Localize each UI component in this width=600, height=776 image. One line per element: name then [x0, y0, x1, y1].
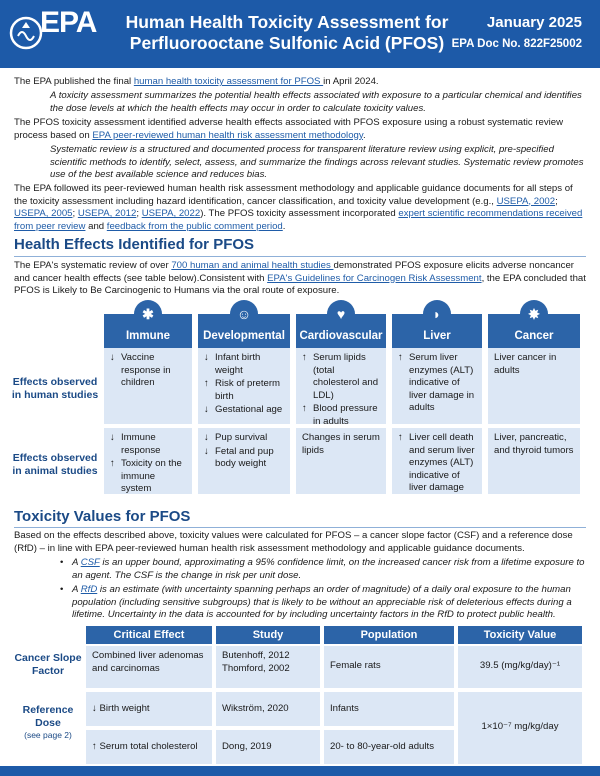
row-label-csf: Cancer Slope Factor — [14, 652, 82, 677]
effects-text: The EPA's systematic review of over — [14, 260, 172, 271]
studies-link[interactable]: 700 human and animal health studies — [171, 260, 334, 271]
effect-item — [398, 432, 476, 495]
effect-item — [302, 352, 380, 402]
intro-paragraph-2 — [14, 117, 586, 142]
health-effects-heading: Health Effects Identified for PFOS — [14, 236, 255, 253]
column-liver — [392, 306, 482, 350]
publication-date: January 2025 — [486, 14, 582, 31]
effect-text: Birth weight — [99, 703, 150, 714]
column-label: Liver — [423, 330, 451, 342]
effect-text: Pup survival — [215, 432, 268, 443]
toxicity-intro: Based on the effects described above, toxicity values were calculated for PFOS – a cancer slope factor (CSF) and a reference dose (RfD) – in line with EPA peer-reviewed human health risk assessment methodology and applicable guidance documents. — [14, 530, 573, 554]
effect-text: Infant birth weight — [215, 352, 261, 376]
immune-icon: ✱ — [134, 300, 162, 328]
methodology-link[interactable]: EPA peer-reviewed human health risk assessment methodology — [92, 129, 363, 141]
effect-text: Serum liver enzymes (ALT) indicative of liver damage in adults — [409, 352, 475, 413]
rfd-population-2: 20- to 80-year-old adults — [324, 730, 454, 764]
intro-text: The PFOS toxicity assessment identified adverse health effects associated with PFOS exposure using a robust systematic review process based on — [14, 117, 564, 141]
column-label: Immune — [125, 330, 171, 342]
header-study: Study — [216, 626, 320, 644]
systematic-review-definition: Systematic review is a structured and documented process for transparent literature review using explicit, pre-specified scientific methods to identify, select, assess, and summarize the findings across relevant studies. Systematic review promotes use of the best available science and reduces bias. — [50, 144, 584, 180]
heart-icon: ♥ — [327, 300, 355, 328]
cell-animal-cardiovascular — [296, 428, 386, 494]
effect-item — [110, 458, 186, 496]
header-toxicity-value: Toxicity Value — [458, 626, 582, 644]
csf-value: 39.5 (mg/kg/day)⁻¹ — [458, 646, 582, 688]
effect-item — [204, 378, 284, 403]
effect-item — [110, 432, 186, 457]
csf-link[interactable]: CSF — [80, 557, 100, 568]
effect-item — [110, 352, 186, 390]
definition-text: is an estimate (with uncertainty spanning perhaps an order of magnitude) of a daily oral exposure to the human population (including sensitive subgroups) that is likely to be without an appreciable risk of deleterious effects during a lifetime. Uncertainty in the data is accounted for by including uncertainty factors in the RfD to protect public health. — [72, 584, 572, 620]
bullet-icon: • — [60, 557, 64, 568]
cell-animal-developmental — [198, 428, 290, 494]
effect-text: Immune response — [121, 432, 161, 456]
direction-arrow-icon: ↑ — [302, 403, 307, 414]
intro-text: ). The PFOS toxicity assessment incorporated — [200, 208, 399, 219]
direction-arrow-icon: ↓ — [204, 352, 209, 363]
usepa-2022-link[interactable]: USEPA, 2022 — [141, 208, 201, 219]
direction-arrow-icon: ↑ — [398, 432, 403, 443]
cell-human-immune — [104, 348, 192, 424]
effect-item — [204, 432, 284, 445]
effect-item — [302, 403, 380, 428]
csf-study — [216, 646, 320, 688]
intro-text: The EPA published the final — [14, 76, 134, 87]
cancer-icon: ✸ — [520, 300, 548, 328]
direction-arrow-icon: ↑ — [398, 352, 403, 363]
column-cardiovascular — [296, 306, 386, 350]
toxicity-assessment-link[interactable]: human health toxicity assessment for PFOS — [133, 76, 324, 87]
heading-divider — [14, 527, 586, 528]
developmental-icon: ☺ — [230, 300, 258, 328]
direction-arrow-icon: ↑ — [302, 352, 307, 363]
rfd-population-1: Infants — [324, 692, 454, 726]
column-label: Cancer — [514, 330, 554, 342]
toxicity-assessment-definition: A toxicity assessment summarizes the potential health effects associated with exposure to a particular chemical and identifies the dose levels at which the health effects may occur in order to calculate toxicity values. — [50, 90, 582, 114]
liver-icon: ◗ — [423, 300, 451, 328]
usepa-2005-link[interactable]: USEPA, 2005 — [14, 208, 73, 219]
peer-review-link[interactable]: expert scientific recommendations received from peer review — [14, 208, 583, 232]
header-population: Population — [324, 626, 454, 644]
toxicity-values-heading: Toxicity Values for PFOS — [14, 508, 191, 525]
intro-text: . — [362, 129, 366, 141]
rfd-see-page-note: (see page 2) — [24, 730, 72, 740]
rfd-link[interactable]: RfD — [80, 584, 98, 595]
health-effects-paragraph — [14, 260, 586, 298]
direction-arrow-icon: ↓ — [110, 432, 115, 443]
direction-arrow-icon: ↓ — [204, 404, 209, 415]
cell-animal-cancer — [488, 428, 580, 494]
study-citation: Butenhoff, 2012 — [222, 650, 290, 661]
footer-bar — [0, 766, 600, 776]
intro-text: . — [282, 220, 286, 232]
carcinogen-guidelines-link[interactable]: EPA's Guidelines for Carcinogen Risk Assessment — [267, 272, 482, 284]
effects-text: demonstrated PFOS exposure elicits adverse noncancer and cancer health effects (see table below).Consistent with — [14, 260, 574, 284]
csf-definition — [72, 557, 586, 582]
intro-text: in April 2024. — [323, 76, 379, 87]
definition-text: A — [72, 557, 81, 568]
direction-arrow-icon: ↓ — [204, 445, 209, 457]
effect-text: Blood pressure in adults — [313, 403, 378, 427]
effect-text: Changes in serum lipids — [302, 432, 380, 456]
separator: ; — [136, 208, 142, 219]
rfd-study-1: Wikström, 2020 — [216, 692, 320, 726]
effect-item — [398, 352, 476, 415]
definition-text: is an upper bound, approximating a 95% confidence limit, on the increased cancer risk from a lifetime exposure to an agent. The CSF is the change in risk per unit dose. — [72, 557, 585, 581]
epa-logo-text: EPA — [40, 6, 97, 39]
row-label-human: Effects observed in human studies — [11, 376, 99, 401]
intro-paragraph-1 — [14, 76, 586, 89]
separator: ; — [72, 208, 78, 219]
rfd-effect-2 — [86, 730, 212, 764]
effect-item — [204, 352, 284, 377]
direction-arrow-icon: ↓ — [204, 432, 209, 443]
effect-text: Toxicity on the immune system — [121, 458, 182, 494]
rfd-value: 1×10⁻⁷ mg/kg/day — [458, 692, 582, 764]
csf-critical-effect: Combined liver adenomas and carcinomas — [86, 646, 212, 688]
effect-text: Liver cancer in adults — [494, 352, 557, 376]
intro-text: The EPA followed its peer-reviewed human health risk assessment methodology and applicable guidance documents for all steps of the toxicity assessment including hazard identification, cancer classification, and toxicity value development (e.g., — [14, 183, 573, 207]
study-citation: Thomford, 2002 — [222, 662, 290, 674]
effects-text: , the EPA concluded that PFOS is Likely to Be Carcinogenic to Humans via the oral route of exposure. — [14, 272, 586, 296]
usepa-2002-link[interactable]: USEPA, 2002 — [496, 195, 556, 207]
effect-text: Liver cell death and serum liver enzymes (ALT) indicative of liver damage — [409, 432, 475, 493]
direction-arrow-icon: ↓ — [92, 703, 97, 714]
public-comment-link[interactable]: feedback from the public comment period — [106, 220, 283, 232]
heading-divider — [14, 256, 586, 257]
effect-text: Fetal and pup body weight — [215, 445, 274, 469]
usepa-2012-link[interactable]: USEPA, 2012 — [77, 208, 137, 219]
row-label-animal: Effects observed in animal studies — [12, 452, 98, 477]
bullet-icon: • — [60, 584, 64, 595]
column-label: Developmental — [203, 330, 285, 342]
cell-human-developmental — [198, 348, 290, 424]
definition-text: A — [72, 584, 81, 595]
effect-text: Serum lipids (total cholesterol and LDL) — [313, 352, 379, 401]
effect-text: Vaccine response in children — [121, 352, 171, 388]
rfd-study-2: Dong, 2019 — [216, 730, 320, 764]
row-label-rfd: Reference Dose — [22, 704, 74, 729]
column-label: Cardiovascular — [299, 330, 383, 342]
cell-human-cardiovascular — [296, 348, 386, 427]
rfd-definition — [72, 584, 586, 622]
cell-human-liver — [392, 348, 482, 424]
rfd-effect-1 — [86, 692, 212, 726]
direction-arrow-icon: ↓ — [110, 352, 115, 363]
column-cancer — [488, 306, 580, 350]
effect-text: Risk of preterm birth — [215, 378, 281, 402]
csf-population: Female rats — [324, 646, 454, 688]
direction-arrow-icon: ↑ — [204, 378, 209, 389]
direction-arrow-icon: ↑ — [92, 741, 97, 752]
direction-arrow-icon: ↑ — [110, 458, 115, 469]
document-number: EPA Doc No. 822F25002 — [451, 38, 582, 50]
cell-animal-liver — [392, 428, 482, 494]
effect-text: Liver, pancreatic, and thyroid tumors — [494, 432, 574, 456]
column-developmental — [198, 306, 290, 350]
intro-paragraph-3 — [14, 183, 586, 233]
column-immune — [104, 306, 192, 350]
separator: ; — [555, 195, 558, 207]
page-header — [0, 0, 600, 68]
effect-item — [204, 446, 284, 471]
cell-animal-immune — [104, 428, 192, 494]
intro-text: and — [85, 220, 107, 232]
header-critical-effect: Critical Effect — [86, 626, 212, 644]
cell-human-cancer — [488, 348, 580, 424]
effect-text: Gestational age — [215, 404, 283, 415]
page-title: Human Health Toxicity Assessment for Perfluorooctane Sulfonic Acid (PFOS) — [125, 12, 449, 53]
effect-text: Serum total cholesterol — [99, 741, 198, 752]
effect-item — [204, 404, 284, 417]
